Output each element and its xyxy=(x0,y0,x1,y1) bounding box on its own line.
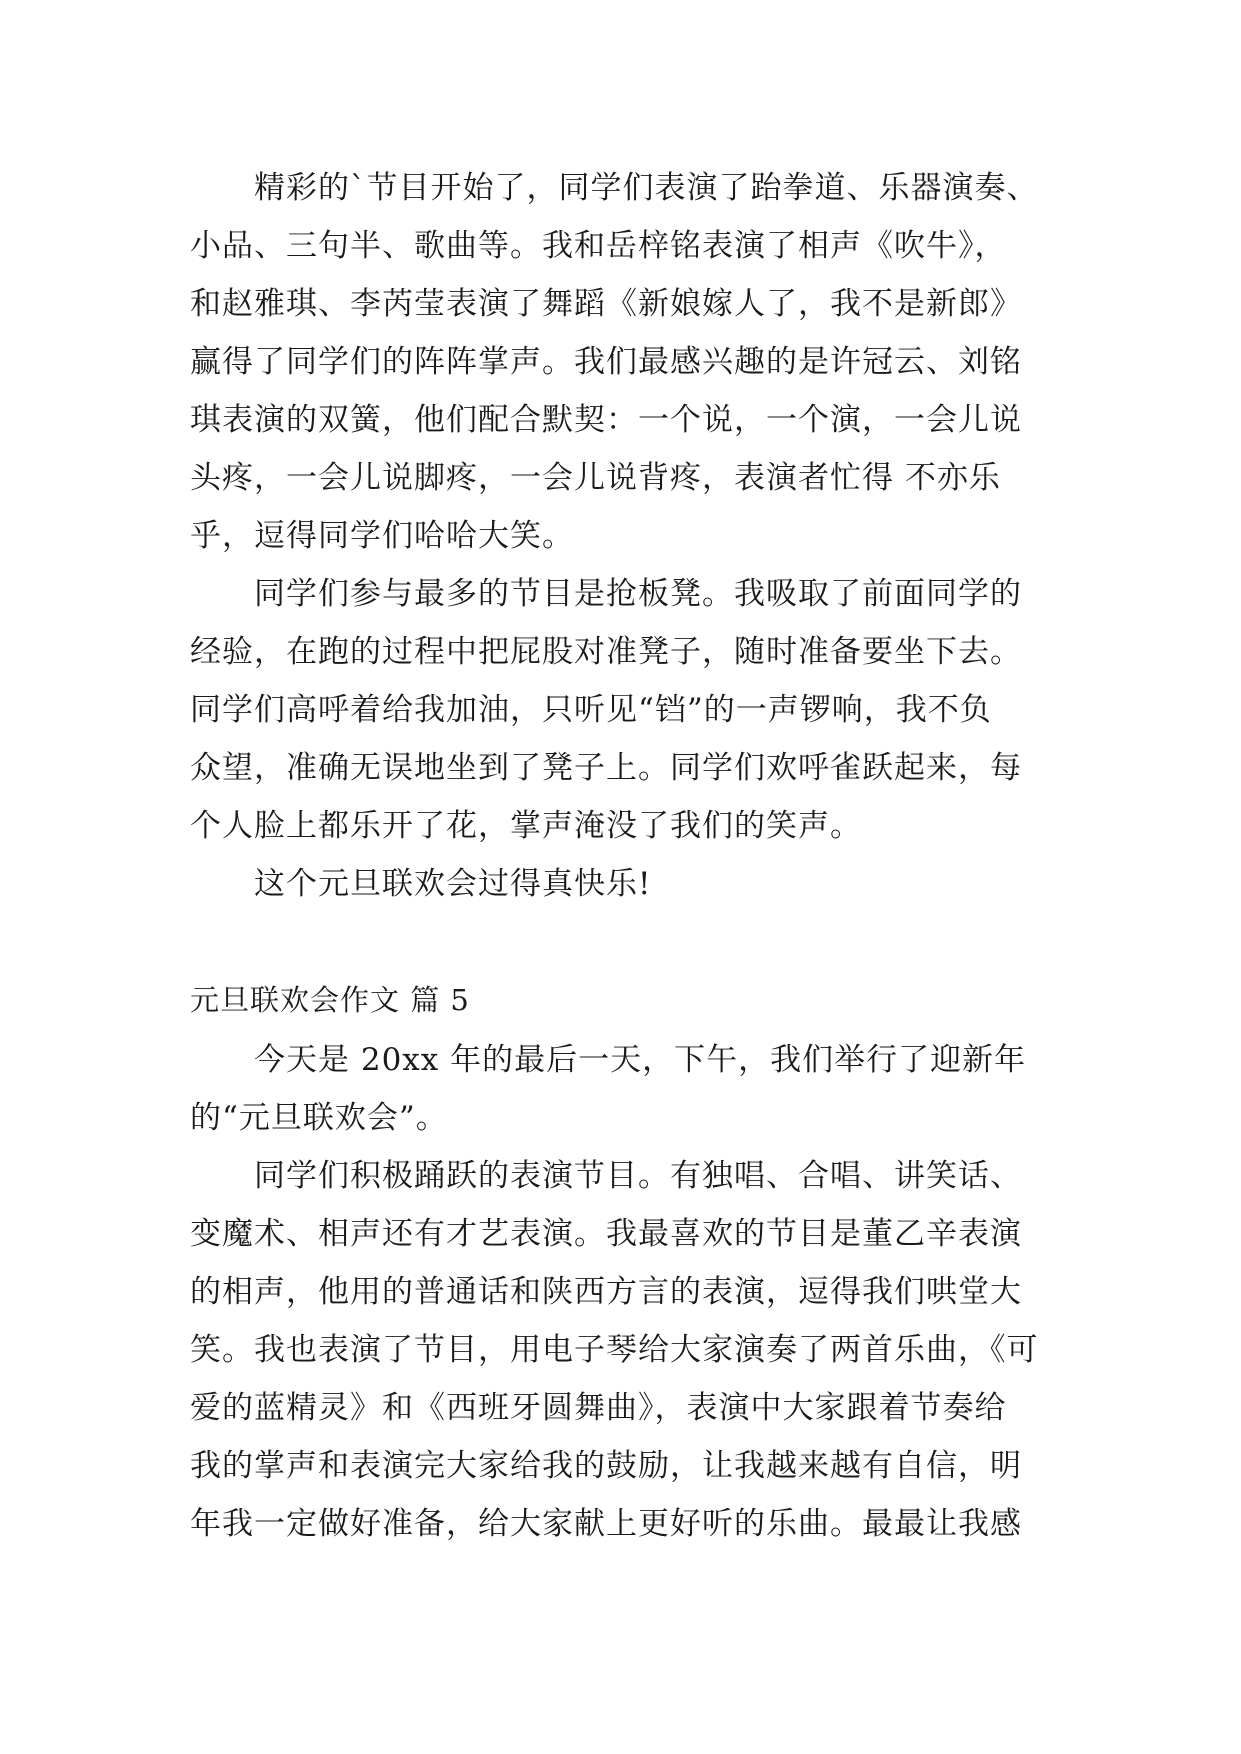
paragraph-intro xyxy=(190,1031,1070,1147)
text-line: 乎，逗得同学们哈哈大笑。 xyxy=(190,518,574,554)
text-line: 年我一定做好准备，给大家献上更好听的乐曲。最最让我感 xyxy=(190,1506,1022,1542)
text-line: 个人脸上都乐开了花，掌声淹没了我们的笑声。 xyxy=(190,808,862,844)
text-line: 赢得了同学们的阵阵掌声。我们最感兴趣的是许冠云、刘铭 xyxy=(190,344,1022,380)
text-line: 同学们参与最多的节目是抢板凳。我吸取了前面同学的 xyxy=(254,576,1022,612)
text-line: 的“元旦联欢会”。 xyxy=(190,1100,448,1136)
text-line: 和赵雅琪、李芮莹表演了舞蹈《新娘嫁人了，我不是新郎》 xyxy=(190,286,1022,322)
text-line: 同学们高呼着给我加油，只听见“铛”的一声锣响，我不负 xyxy=(190,692,992,728)
paragraph-musical-chairs xyxy=(190,565,1070,855)
text-line: 我的掌声和表演完大家给我的鼓励，让我越来越有自信，明 xyxy=(190,1448,1022,1484)
text-line: 精彩的`节目开始了，同学们表演了跆拳道、乐器演奏、 xyxy=(254,170,1039,206)
text-line: 的相声，他用的普通话和陕西方言的表演，逗得我们哄堂大 xyxy=(190,1274,1022,1310)
text-line: 众望，准确无误地坐到了凳子上。同学们欢呼雀跃起来，每 xyxy=(190,750,1022,786)
text-line: 琪表演的双簧，他们配合默契：一个说，一个演，一会儿说 xyxy=(190,402,1022,438)
text-line: 这个元旦联欢会过得真快乐! xyxy=(254,866,652,902)
section-heading: 元旦联欢会作文 篇 5 xyxy=(190,983,470,1017)
paragraph-performances xyxy=(190,159,1070,565)
text-line: 同学们积极踊跃的表演节目。有独唱、合唱、讲笑话、 xyxy=(254,1158,1022,1194)
text-line: 变魔术、相声还有才艺表演。我最喜欢的节目是董乙辛表演 xyxy=(190,1216,1022,1252)
text-line: 头疼，一会儿说脚疼，一会儿说背疼，表演者忙得 不亦乐 xyxy=(190,460,1001,496)
text-line: 经验，在跑的过程中把屁股对准凳子，随时准备要坐下去。 xyxy=(190,634,1022,670)
text-line: 爱的蓝精灵》和《西班牙圆舞曲》，表演中大家跟着节奏给 xyxy=(190,1390,1007,1426)
text-line: 笑。我也表演了节目，用电子琴给大家演奏了两首乐曲，《可 xyxy=(190,1332,1039,1368)
text-line: 小品、三句半、歌曲等。我和岳梓铭表演了相声《吹牛》， xyxy=(190,228,1007,264)
paragraph-shows xyxy=(190,1147,1070,1553)
paragraph-conclusion xyxy=(190,855,1070,913)
text-line: 今天是 20xx 年的最后一天，下午，我们举行了迎新年 xyxy=(254,1042,1027,1078)
